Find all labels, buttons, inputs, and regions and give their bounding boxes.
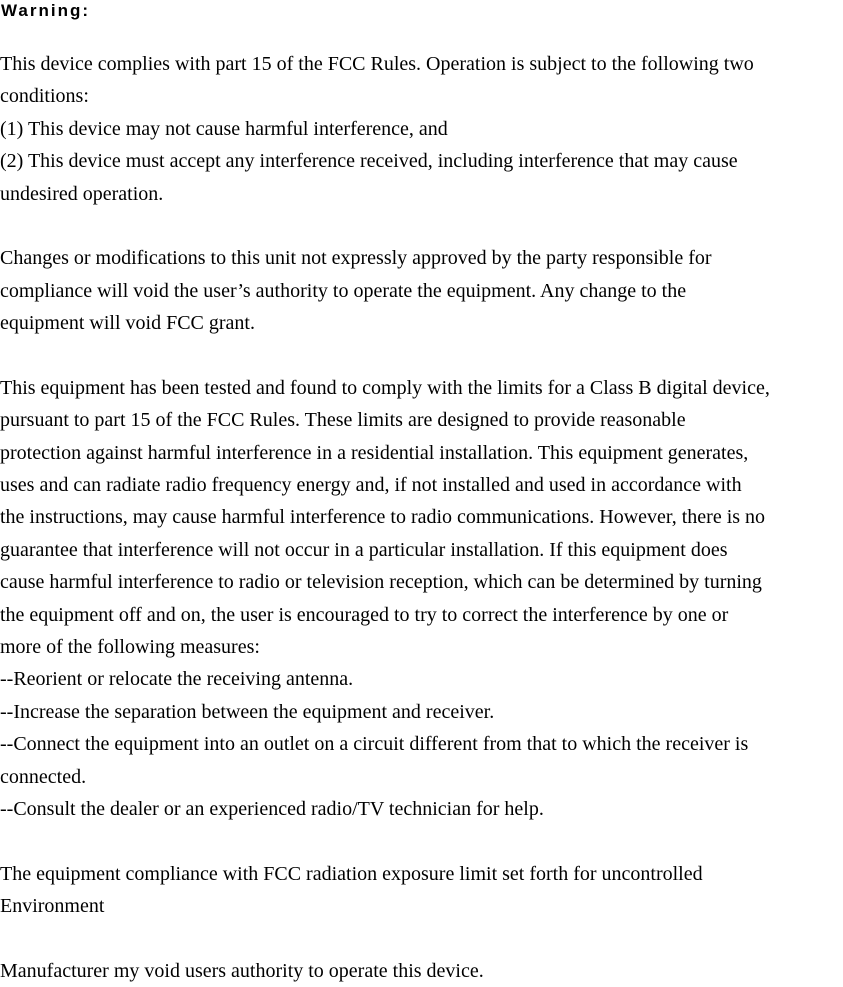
- text-line: the equipment off and on, the user is encouraged to try to correct the interference by one or: [0, 603, 729, 626]
- paragraph-class-b-limits: [0, 372, 843, 825]
- measure-item: --Reorient or relocate the receiving antenna.: [0, 668, 354, 691]
- paragraph-modifications: [0, 242, 843, 339]
- paragraph-spacer: [0, 923, 843, 955]
- text-line: pursuant to part 15 of the FCC Rules. These limits are designed to provide reasonable: [0, 409, 686, 432]
- text-line: (2) This device must accept any interference received, including interference that may cause: [0, 150, 738, 173]
- paragraph-manufacturer: [0, 955, 843, 987]
- text-line: guarantee that interference will not occur in a particular installation. If this equipment does: [0, 538, 728, 561]
- text-line: (1) This device may not cause harmful interference, and: [0, 117, 448, 140]
- text-line: protection against harmful interference in a residential installation. This equipment generates,: [0, 441, 749, 464]
- measure-item: --Increase the separation between the equipment and receiver.: [0, 700, 495, 723]
- text-line: cause harmful interference to radio or television reception, which can be determined by turning: [0, 571, 762, 594]
- warning-heading: Warning:: [1, 1, 91, 20]
- paragraph-spacer: [0, 210, 843, 242]
- text-line: The equipment compliance with FCC radiation exposure limit set forth for uncontrolled: [0, 862, 703, 885]
- text-line: undesired operation.: [0, 182, 164, 205]
- text-line: Changes or modifications to this unit not expressly approved by the party responsible for: [0, 247, 712, 270]
- text-line: compliance will void the user’s authority to operate the equipment. Any change to the: [0, 279, 687, 302]
- paragraph-spacer: [0, 340, 843, 372]
- measure-item: --Consult the dealer or an experienced radio/TV technician for help.: [0, 797, 544, 820]
- paragraph-spacer: [0, 825, 843, 857]
- text-line: This equipment has been tested and found to comply with the limits for a Class B digital device,: [0, 376, 770, 399]
- text-line: connected.: [0, 765, 87, 788]
- measure-item: --Connect the equipment into an outlet on a circuit different from that to which the receiver is: [0, 733, 749, 756]
- paragraph-fcc-conditions: [0, 48, 843, 210]
- document-body: [0, 48, 843, 987]
- text-line: equipment will void FCC grant.: [0, 312, 255, 335]
- paragraph-radiation-exposure: [0, 858, 843, 923]
- text-line: conditions:: [0, 85, 89, 108]
- text-line: This device complies with part 15 of the FCC Rules. Operation is subject to the following two: [0, 53, 754, 75]
- text-line: Environment: [0, 895, 105, 918]
- text-line: more of the following measures:: [0, 636, 260, 659]
- text-line: the instructions, may cause harmful interference to radio communications. However, there is no: [0, 506, 766, 529]
- text-line: Manufacturer my void users authority to operate this device.: [0, 959, 484, 982]
- text-line: uses and can radiate radio frequency energy and, if not installed and used in accordance with: [0, 474, 742, 497]
